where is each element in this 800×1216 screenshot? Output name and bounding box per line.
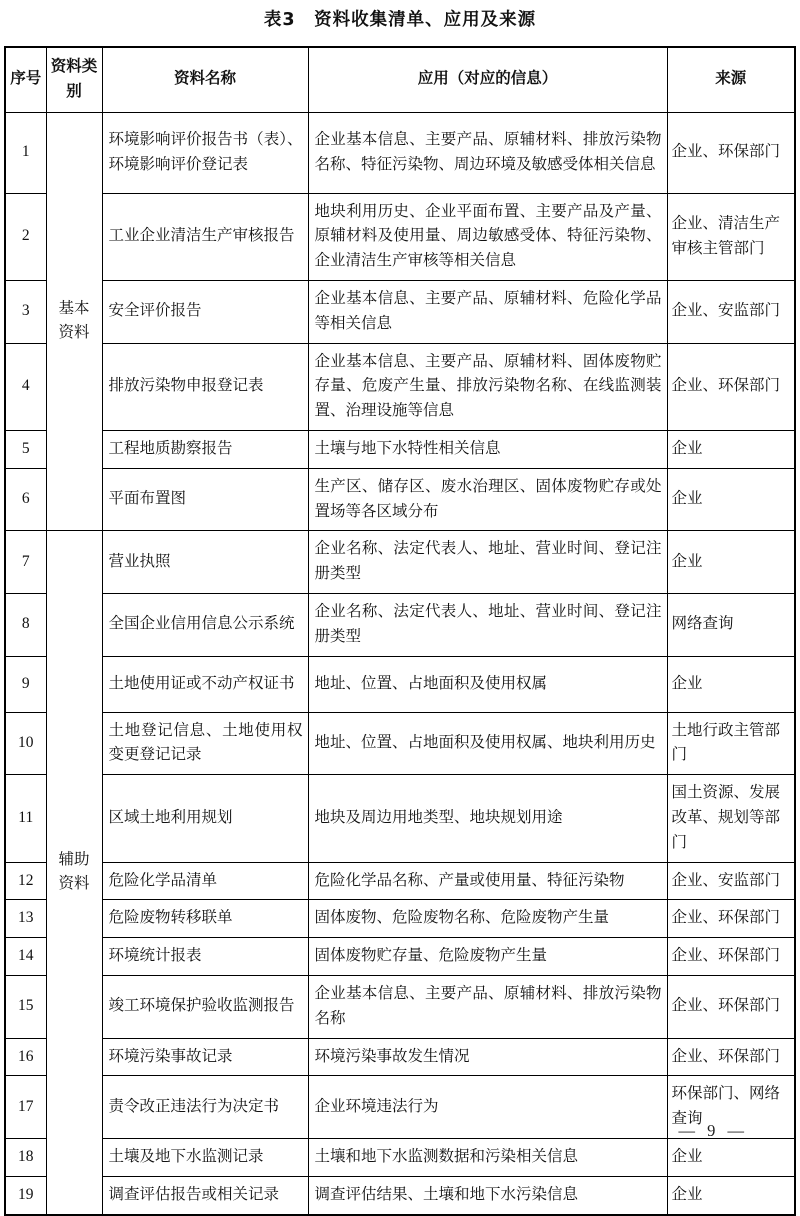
application-cell: 环境污染事故发生情况 — [308, 1038, 667, 1076]
table-row — [5, 775, 795, 862]
application-cell: 地块及周边用地类型、地块规划用途 — [308, 775, 667, 862]
table-row — [5, 900, 795, 938]
name-cell: 土地登记信息、土地使用权变更登记记录 — [102, 712, 308, 775]
table-title: 表3 资料收集清单、应用及来源 — [263, 10, 537, 30]
application-cell: 固体废物贮存量、危险废物产生量 — [308, 938, 667, 976]
table-row — [5, 193, 795, 280]
application-cell: 企业基本信息、主要产品、原辅材料、排放污染物名称、特征污染物、周边环境及敏感受体相关信息 — [308, 112, 667, 193]
application-cell: 生产区、储存区、废水治理区、固体废物贮存或处置场等各区域分布 — [308, 468, 667, 531]
table-row — [5, 593, 795, 656]
table-row — [5, 343, 795, 430]
source-cell: 企业 — [667, 468, 795, 531]
data-collection-table — [4, 46, 796, 1216]
row-number-cell: 16 — [5, 1038, 46, 1076]
source-cell: 企业、安监部门 — [667, 862, 795, 900]
table-row — [5, 468, 795, 531]
name-cell: 危险化学品清单 — [102, 862, 308, 900]
source-cell: 企业 — [667, 531, 795, 594]
application-cell: 固体废物、危险废物名称、危险废物产生量 — [308, 900, 667, 938]
row-number-cell: 3 — [5, 280, 46, 343]
application-cell: 企业基本信息、主要产品、原辅材料、固体废物贮存量、危废产生量、排放污染物名称、在线监测装置、治理设施等信息 — [308, 343, 667, 430]
source-cell: 网络查询 — [667, 593, 795, 656]
row-number-cell: 8 — [5, 593, 46, 656]
name-cell: 营业执照 — [102, 531, 308, 594]
application-cell: 土壤和地下水监测数据和污染相关信息 — [308, 1138, 667, 1176]
name-cell: 区域土地利用规划 — [102, 775, 308, 862]
name-cell: 竣工环境保护验收监测报告 — [102, 975, 308, 1038]
row-number-cell: 9 — [5, 656, 46, 712]
row-number-cell: 10 — [5, 712, 46, 775]
col-header-source: 来源 — [667, 47, 795, 112]
name-cell: 排放污染物申报登记表 — [102, 343, 308, 430]
source-cell: 企业、环保部门 — [667, 1038, 795, 1076]
category-cell: 辅助资料 — [46, 531, 102, 1215]
name-cell: 责令改正违法行为决定书 — [102, 1076, 308, 1139]
source-cell: 企业 — [667, 656, 795, 712]
row-number-cell: 14 — [5, 938, 46, 976]
application-cell: 企业名称、法定代表人、地址、营业时间、登记注册类型 — [308, 593, 667, 656]
table-row — [5, 862, 795, 900]
application-cell: 调查评估结果、土壤和地下水污染信息 — [308, 1176, 667, 1214]
application-cell: 企业环境违法行为 — [308, 1076, 667, 1139]
row-number-cell: 17 — [5, 1076, 46, 1139]
row-number-cell: 5 — [5, 430, 46, 468]
name-cell: 调查评估报告或相关记录 — [102, 1176, 308, 1214]
category-cell: 基本资料 — [46, 112, 102, 531]
row-number-cell: 19 — [5, 1176, 46, 1214]
row-number-cell: 2 — [5, 193, 46, 280]
name-cell: 全国企业信用信息公示系统 — [102, 593, 308, 656]
table-row — [5, 1176, 795, 1214]
application-cell: 企业名称、法定代表人、地址、营业时间、登记注册类型 — [308, 531, 667, 594]
name-cell: 工业企业清洁生产审核报告 — [102, 193, 308, 280]
application-cell: 企业基本信息、主要产品、原辅材料、危险化学品等相关信息 — [308, 280, 667, 343]
source-cell: 企业 — [667, 430, 795, 468]
table-row — [5, 975, 795, 1038]
application-cell: 地块利用历史、企业平面布置、主要产品及产量、原辅材料及使用量、周边敏感受体、特征污染物、企业清洁生产审核等相关信息 — [308, 193, 667, 280]
application-cell: 土壤与地下水特性相关信息 — [308, 430, 667, 468]
row-number-cell: 4 — [5, 343, 46, 430]
row-number-cell: 12 — [5, 862, 46, 900]
source-cell: 企业、环保部门 — [667, 343, 795, 430]
name-cell: 环境统计报表 — [102, 938, 308, 976]
row-number-cell: 18 — [5, 1138, 46, 1176]
table-row — [5, 430, 795, 468]
col-header-category: 资料类别 — [46, 47, 102, 112]
name-cell: 环境影响评价报告书（表）、环境影响评价登记表 — [102, 112, 308, 193]
name-cell: 环境污染事故记录 — [102, 1038, 308, 1076]
application-cell: 地址、位置、占地面积及使用权属 — [308, 656, 667, 712]
table-row — [5, 656, 795, 712]
source-cell: 企业、环保部门 — [667, 938, 795, 976]
source-cell: 企业、清洁生产审核主管部门 — [667, 193, 795, 280]
col-header-application: 应用（对应的信息） — [308, 47, 667, 112]
row-number-cell: 13 — [5, 900, 46, 938]
name-cell: 工程地质勘察报告 — [102, 430, 308, 468]
source-cell: 企业、环保部门 — [667, 112, 795, 193]
source-cell: 企业 — [667, 1138, 795, 1176]
row-number-cell: 6 — [5, 468, 46, 531]
table-row — [5, 280, 795, 343]
table-row — [5, 938, 795, 976]
table-row — [5, 1076, 795, 1139]
row-number-cell: 1 — [5, 112, 46, 193]
source-cell: 国土资源、发展改革、规划等部门 — [667, 775, 795, 862]
col-header-name: 资料名称 — [102, 47, 308, 112]
row-number-cell: 7 — [5, 531, 46, 594]
source-cell: 企业 — [667, 1176, 795, 1214]
name-cell: 土壤及地下水监测记录 — [102, 1138, 308, 1176]
table-row — [5, 1038, 795, 1076]
page-number: — 9 — — [678, 1121, 748, 1140]
application-cell: 企业基本信息、主要产品、原辅材料、排放污染物名称 — [308, 975, 667, 1038]
table-row — [5, 1138, 795, 1176]
application-cell: 危险化学品名称、产量或使用量、特征污染物 — [308, 862, 667, 900]
name-cell: 危险废物转移联单 — [102, 900, 308, 938]
row-number-cell: 11 — [5, 775, 46, 862]
name-cell: 土地使用证或不动产权证书 — [102, 656, 308, 712]
name-cell: 平面布置图 — [102, 468, 308, 531]
col-header-no: 序号 — [5, 47, 46, 112]
table-header-row — [5, 47, 795, 112]
name-cell: 安全评价报告 — [102, 280, 308, 343]
source-cell: 土地行政主管部门 — [667, 712, 795, 775]
application-cell: 地址、位置、占地面积及使用权属、地块利用历史 — [308, 712, 667, 775]
source-cell: 环保部门、网络查询 — [667, 1076, 795, 1139]
table-row — [5, 112, 795, 193]
source-cell: 企业、安监部门 — [667, 280, 795, 343]
table-row — [5, 531, 795, 594]
table-row — [5, 712, 795, 775]
source-cell: 企业、环保部门 — [667, 975, 795, 1038]
source-cell: 企业、环保部门 — [667, 900, 795, 938]
row-number-cell: 15 — [5, 975, 46, 1038]
